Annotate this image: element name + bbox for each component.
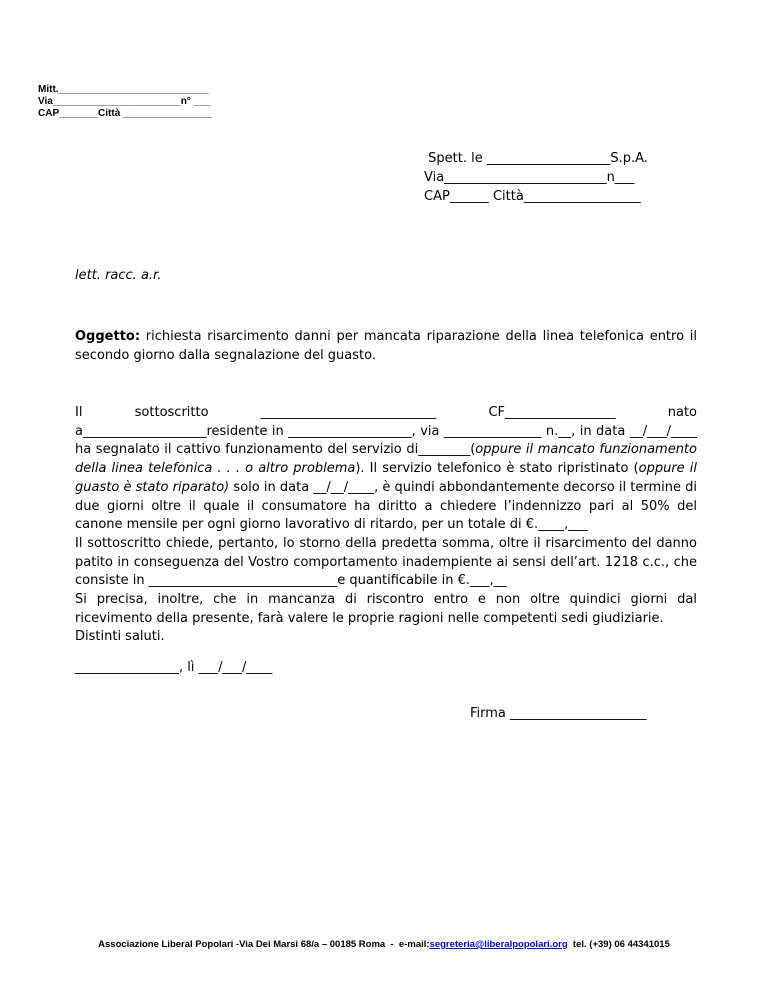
delivery-method: lett. racc. a.r. — [75, 268, 162, 283]
subject-text: richiesta risarcimento danni per mancata riparazione della linea telefonica entro il secondo giorno dalla segnalazione del guasto. — [75, 329, 697, 363]
body-paragraph-2: Il sottoscritto chiede, pertanto, lo storno della predetta somma, oltre il risarcimento del danno patito in conseguenza del Vostro comportamento inadempiente ai sensi dell’art. 1218 c.c., che consiste in _____________________________e quantificabile in €.___,__ — [75, 535, 697, 589]
body-paragraph-3: Si precisa, inoltre, che in mancanza di riscontro entro e non oltre quindici giorni dal ricevimento della presente, farà valere le proprie ragioni nelle competenti sedi giudiziarie. — [75, 592, 697, 626]
body-p1-part2: ). Il servizio telefonico è stato ripristinato ( — [355, 461, 639, 477]
body-p1-part1: a___________________residente in ___________________, via _______________ n.__, in data __/___/____ ha segnalato il cattivo funzionamento del servizio di________( — [75, 423, 697, 458]
sender-address-block — [38, 84, 258, 120]
footer-address: Associazione Liberal Popolari -Via Dei Marsi 68/a – 00185 Roma - e-mail: — [98, 939, 430, 950]
footer-email-link[interactable]: segreteria@liberalpopolari.org — [429, 939, 568, 950]
recipient-address-block — [424, 149, 704, 206]
signature-line: Firma _____________________ — [470, 706, 647, 721]
place-date-line: ________________, lì ___/___/____ — [75, 660, 273, 675]
recipient-street-line: Via_________________________n___ — [424, 170, 635, 185]
sender-name-line: Mitt.___________________________ — [38, 84, 209, 95]
body-p1-italic2: oppure il guasto è stato riparato) — [75, 461, 697, 495]
body-paragraph-1 — [75, 423, 697, 535]
body-p1-part3: solo in data __/__/____, è quindi abbondantemente decorso il termine di due giorni oltre il quale il consumatore ha diritto a chiedere l’indennizzo pari al 50% del canone mensile per ogni giorno lavorativo di ritardo, per un totale di €.____,___ — [75, 479, 697, 533]
sender-street-line: Via_______________________n° ___ — [38, 96, 211, 107]
recipient-name-line: Spett. le ___________________S.p.A. — [424, 151, 648, 166]
closing-salutation: Distinti saluti. — [75, 629, 165, 645]
recipient-city-line: CAP______ Città__________________ — [424, 189, 641, 204]
subject-paragraph — [75, 327, 697, 365]
subject-label: Oggetto: — [75, 329, 141, 344]
sender-city-line: CAP_______Città ________________ — [38, 108, 213, 119]
page-footer — [0, 939, 768, 950]
letter-body — [75, 404, 697, 647]
body-p1-italic1: oppure il mancato funzionamento della linea telefonica . . . o altro problema — [75, 442, 697, 477]
footer-phone: tel. (+39) 06 44341015 — [567, 939, 670, 950]
body-first-line: Il sottoscritto ___________________________ CF_________________ nato — [75, 405, 697, 420]
